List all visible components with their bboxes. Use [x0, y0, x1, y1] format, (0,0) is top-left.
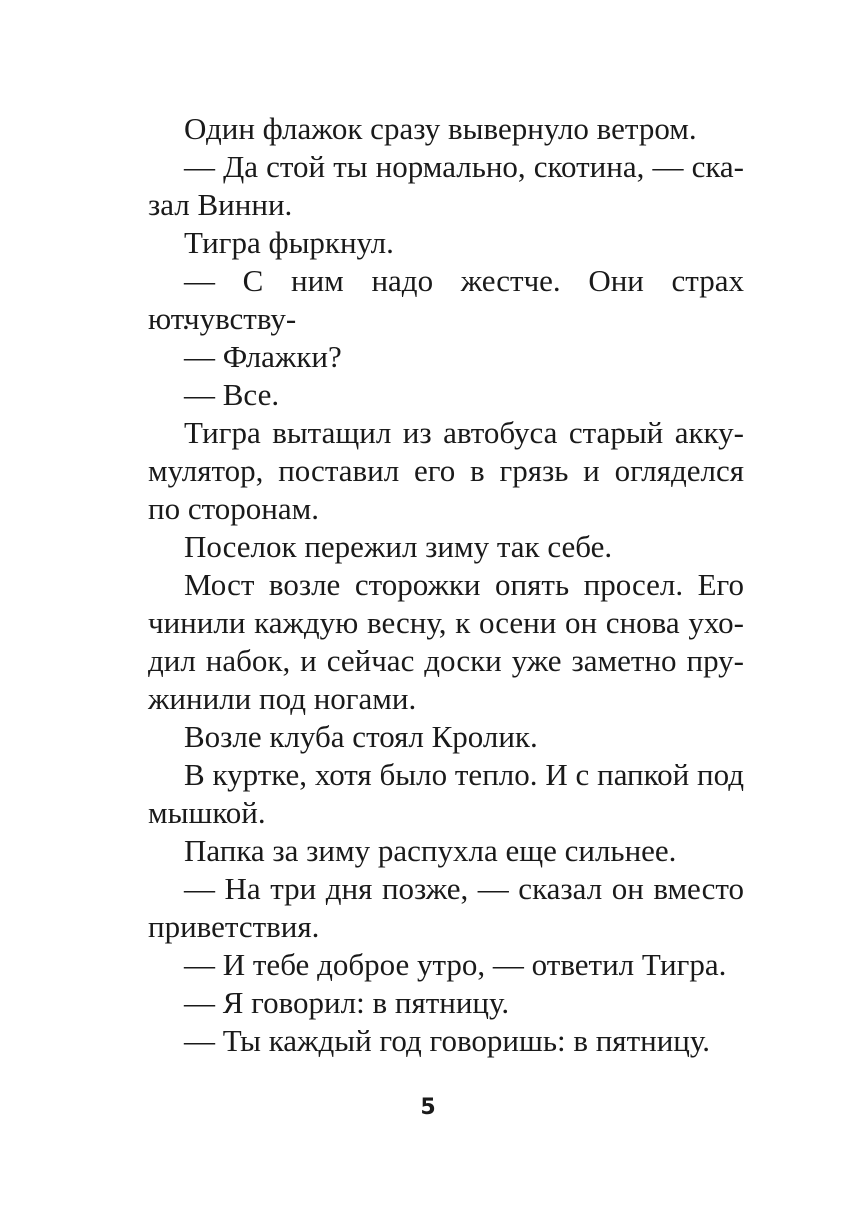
text-line: — С ним надо жестче. Они страх чувству- [184, 263, 744, 336]
text-line: В куртке, хотя было тепло. И с папкой под [184, 757, 744, 792]
text-line: — Флажки? [184, 339, 342, 374]
text-line: Один флажок сразу вывернуло ветром. [184, 111, 697, 146]
text-line: мышкой. [148, 795, 266, 830]
body-text [148, 110, 744, 1060]
text-line: Тигра фыркнул. [184, 225, 394, 260]
text-line: мулятор, поставил его в грязь и огляделся [148, 453, 744, 488]
text-line: Тигра вытащил из автобуса старый акку- [184, 415, 744, 450]
text-line: — Да стой ты нормально, скотина, — ска- [184, 149, 744, 184]
text-line: чинили каждую весну, к осени он снова ухо- [148, 605, 744, 640]
text-line: жинили под ногами. [148, 681, 417, 716]
text-line: ют. [148, 301, 190, 336]
page-number: 5 [420, 1095, 436, 1120]
text-line: Возле клуба стоял Кролик. [184, 719, 538, 754]
text-line: приветствия. [148, 909, 320, 944]
text-line: — Я говорил: в пятницу. [184, 985, 510, 1020]
text-line: Мост возле сторожки опять просел. Его [184, 567, 744, 602]
text-line: — На три дня позже, — сказал он вместо [184, 871, 744, 906]
text-line: дил набок, и сейчас доски уже заметно пру- [148, 643, 744, 678]
text-line: — Все. [184, 377, 280, 412]
text-line: зал Винни. [148, 187, 293, 222]
text-line: — И тебе доброе утро, — ответил Тигра. [184, 947, 727, 982]
text-line: по сторонам. [148, 491, 319, 526]
text-line: Папка за зиму распухла еще сильнее. [184, 833, 677, 868]
text-line: — Ты каждый год говоришь: в пятницу. [184, 1023, 711, 1058]
text-line: Поселок пережил зиму так себе. [184, 529, 613, 564]
